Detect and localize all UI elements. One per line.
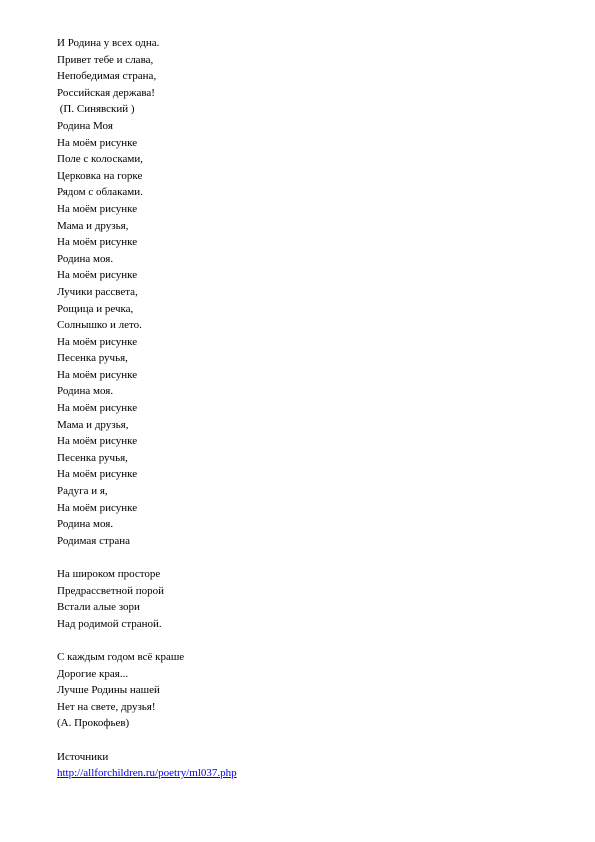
poem-line: На широком просторе	[57, 568, 161, 580]
stanza-gap	[57, 732, 557, 749]
poem-line: Поле с колосками,	[57, 153, 143, 166]
poem-line: Предрассветной порой	[57, 584, 165, 597]
poem-line: Нет на свете, друзья!	[57, 700, 156, 713]
poem-line: На моём рисунке	[57, 136, 138, 149]
poem-line: Мама и друзья,	[57, 418, 129, 431]
poem-author: (А. Прокофьев)	[57, 717, 130, 730]
poem-line: Российская держава!	[57, 86, 155, 99]
poem-line: И Родина у всех одна.	[57, 37, 160, 49]
sources-label: Источники	[57, 750, 109, 763]
poem-line: Песенка ручья,	[57, 451, 128, 464]
sources-section	[57, 749, 557, 782]
poem-stanza-3	[57, 649, 557, 732]
poem-line: Лучше Родины нашей	[57, 684, 160, 697]
poem-line: Солнышко и лето.	[57, 319, 142, 332]
poem-line: Дорогие края...	[57, 667, 129, 680]
poem-line: На моём рисунке	[57, 468, 138, 481]
poem-line: На моём рисунке	[57, 501, 138, 514]
poem-line: Встали алые зори	[57, 601, 140, 614]
poem-line: Мама и друзья,	[57, 219, 129, 232]
stanza-gap	[57, 549, 557, 566]
poem-line: Родина моя.	[57, 385, 114, 398]
poem-line: Привет тебе и слава,	[57, 53, 154, 66]
document-page	[57, 35, 557, 782]
poem-stanza-2	[57, 566, 557, 632]
poem-line: Над родимой страной.	[57, 617, 162, 630]
poem-line: Песенка ручья,	[57, 352, 128, 365]
poem-line: Церковка на горке	[57, 169, 143, 182]
poem-line: Рощица и речка,	[57, 302, 134, 315]
poem-line: На моём рисунке	[57, 269, 138, 282]
poem-author: (П. Синявский )	[57, 103, 135, 116]
poem-line: На моём рисунке	[57, 435, 138, 448]
poem-title: Родина Моя	[57, 119, 113, 132]
poem-line: На моём рисунке	[57, 236, 138, 249]
source-link[interactable]: http://allforchildren.ru/poetry/ml037.php	[57, 767, 237, 780]
poem-line: Рядом с облаками.	[57, 186, 143, 199]
poem-stanza-1	[57, 35, 557, 549]
poem-line: Родина моя.	[57, 518, 114, 531]
poem-line: На моём рисунке	[57, 402, 138, 415]
stanza-gap	[57, 632, 557, 649]
poem-line: На моём рисунке	[57, 368, 138, 381]
poem-line: На моём рисунке	[57, 202, 138, 215]
poem-line: Непобедимая страна,	[57, 70, 157, 83]
poem-line: Родина моя.	[57, 252, 114, 265]
poem-line: На моём рисунке	[57, 335, 138, 348]
poem-line: С каждым годом всё краше	[57, 650, 185, 663]
poem-line: Радуга и я,	[57, 485, 108, 498]
poem-line: Лучики рассвета,	[57, 285, 138, 298]
poem-line: Родимая страна	[57, 534, 131, 547]
